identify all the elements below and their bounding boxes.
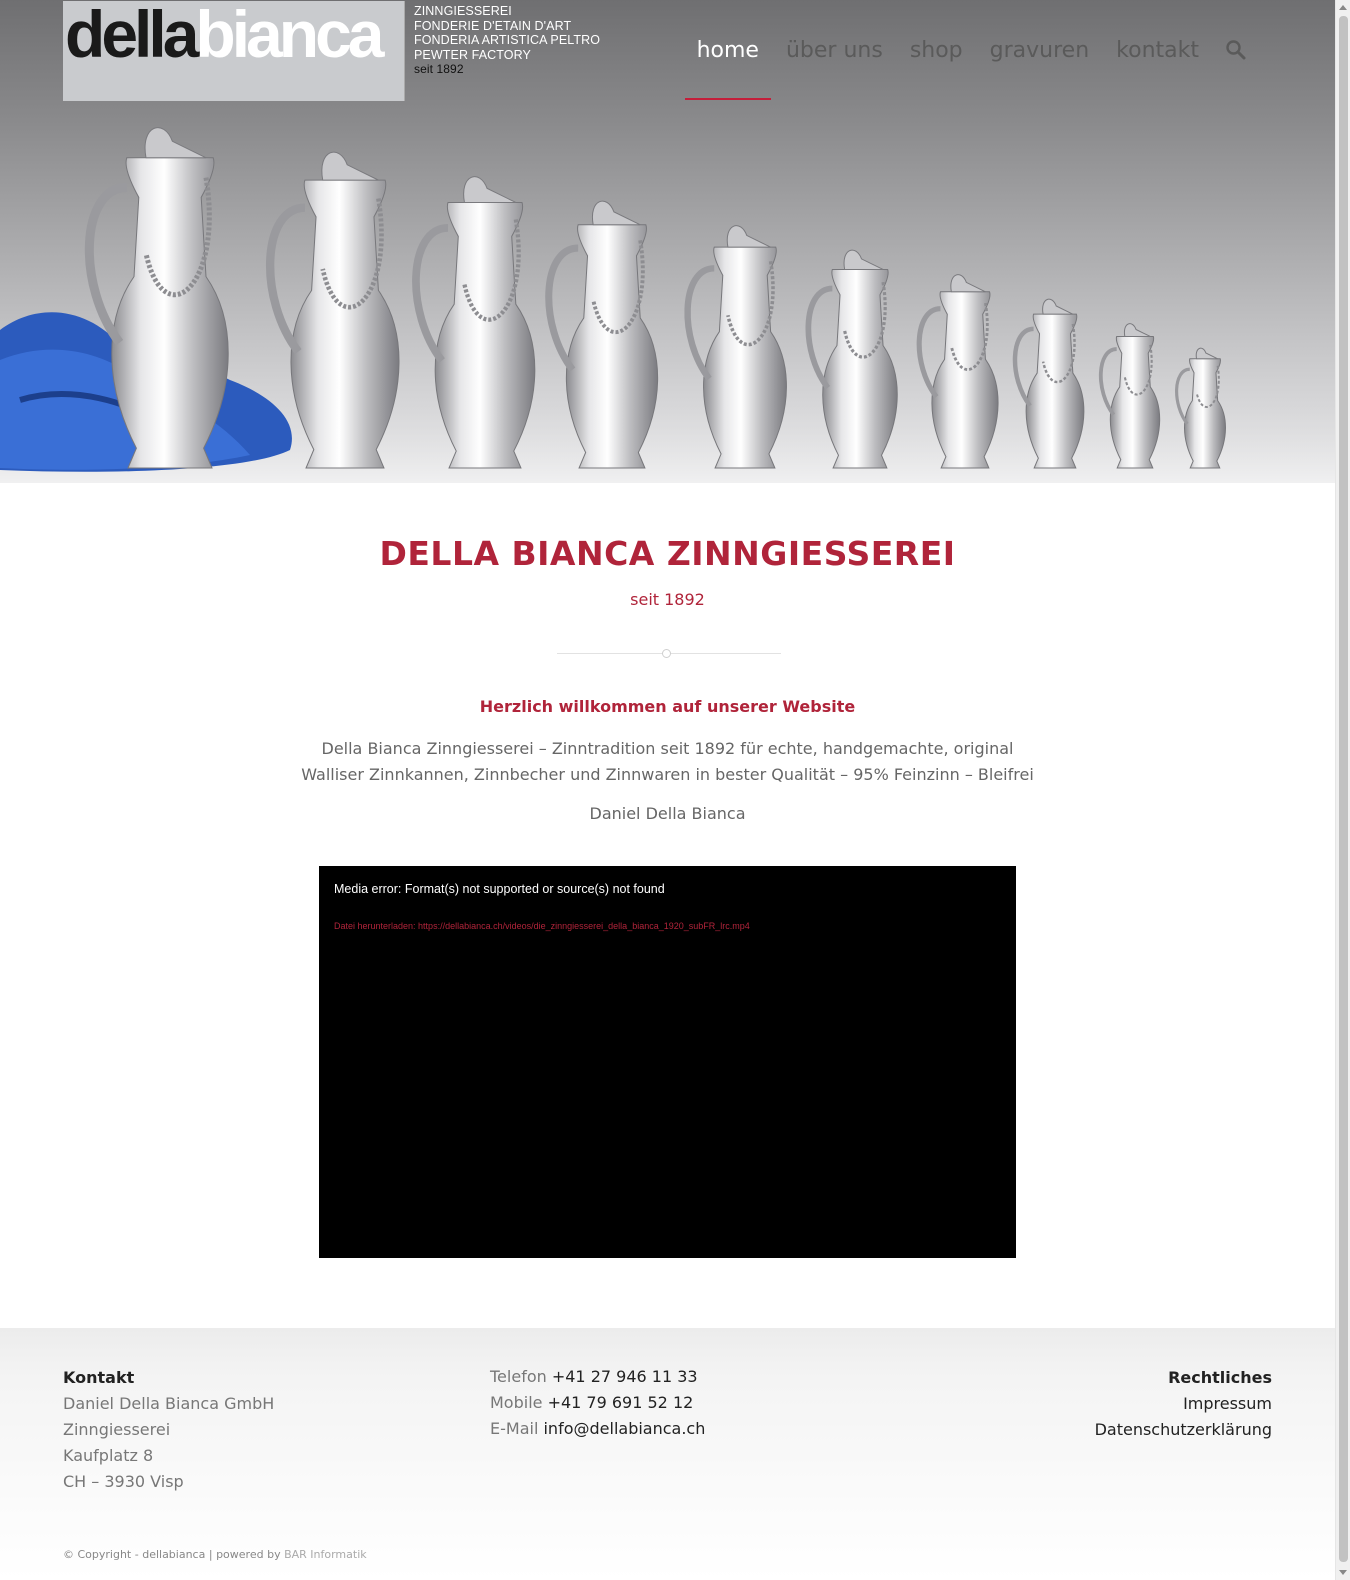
telefon-link[interactable]: +41 27 946 11 33	[551, 1367, 698, 1386]
video-error-message: Media error: Format(s) not supported or source(s) not found	[334, 882, 665, 896]
footer-contact-line: Daniel Della Bianca GmbH	[63, 1394, 275, 1413]
nav-item-kontakt[interactable]: kontakt	[1116, 38, 1199, 63]
footer-legal	[1095, 1365, 1272, 1443]
footer-contact-line: CH – 3930 Visp	[63, 1472, 184, 1491]
mobile-label: Mobile	[490, 1393, 543, 1412]
main-navigation	[670, 33, 1249, 69]
powered-label: powered by	[216, 1548, 281, 1561]
logo-line: FONDERIA ARTISTICA PELTRO	[414, 33, 601, 47]
page-scrollbar[interactable]	[1335, 0, 1350, 1580]
logo-tagline	[414, 4, 600, 77]
email-label: E-Mail	[490, 1419, 539, 1438]
page-subtitle: seit 1892	[630, 590, 705, 609]
nav-item-shop[interactable]: shop	[909, 38, 963, 63]
video-download-link[interactable]: Datei herunterladen: https://dellabianca.ch/videos/die_zinngiesserei_della_bianca_1920_subFR_lrc.mp4	[334, 921, 750, 931]
footer-email-row	[490, 1416, 705, 1442]
logo-line: FONDERIE D'ETAIN D'ART	[414, 18, 572, 33]
copyright-text: © Copyright - dellabianca	[63, 1548, 206, 1561]
logo-word-dark: della	[65, 0, 196, 71]
site-logo[interactable]	[63, 1, 405, 101]
footer-contact	[63, 1365, 274, 1495]
scrollbar-thumb[interactable]	[1339, 16, 1348, 1562]
logo-since: seit 1892	[414, 62, 464, 76]
footer-contact-line: Zinngiesserei	[63, 1420, 171, 1439]
copyright-separator: |	[208, 1548, 213, 1561]
footer-mobile-row	[490, 1390, 705, 1416]
scroll-down-arrow-icon[interactable]	[1339, 1570, 1347, 1575]
scroll-up-arrow-icon[interactable]	[1339, 5, 1347, 10]
telefon-label: Telefon	[490, 1367, 547, 1386]
email-link[interactable]: info@dellabianca.ch	[543, 1419, 706, 1438]
intro-text: Della Bianca Zinngiesserei – Zinntradition seit 1892 für echte, handgemachte, original Walliser Zinnkannen, Zinnbecher und Zinnwaren in bester Qualität – 95% Feinzinn – Bleifrei	[301, 739, 1034, 784]
copyright	[63, 1548, 367, 1561]
datenschutz-link[interactable]: Datenschutzerklärung	[1094, 1420, 1272, 1439]
mobile-link[interactable]: +41 79 691 52 12	[547, 1393, 694, 1412]
nav-item-ueber-uns[interactable]: über uns	[785, 38, 883, 63]
footer-contact-line: Kaufplatz 8	[63, 1446, 154, 1465]
logo-line: PEWTER FACTORY	[414, 47, 531, 62]
impressum-link[interactable]: Impressum	[1183, 1394, 1272, 1413]
search-icon[interactable]	[1225, 39, 1249, 63]
powered-by-link[interactable]: BAR Informatik	[284, 1548, 367, 1561]
footer-telefon-row	[490, 1364, 705, 1390]
video-player[interactable]	[319, 866, 1016, 1258]
footer-contact-heading: Kontakt	[63, 1368, 135, 1387]
footer-legal-heading: Rechtliches	[1168, 1368, 1272, 1387]
nav-item-home[interactable]: home	[697, 33, 759, 69]
footer	[0, 1328, 1335, 1580]
logo-line: ZINNGIESSEREI	[414, 4, 512, 18]
hero-banner	[0, 0, 1335, 483]
divider-dot	[662, 649, 671, 658]
logo-word-light: bianca	[195, 0, 381, 71]
page-title: DELLA BIANCA ZINNGIESSEREI	[379, 534, 956, 573]
footer-phones	[490, 1364, 705, 1442]
logo-wordmark	[65, 0, 381, 71]
signature: Daniel Della Bianca	[589, 804, 746, 823]
welcome-heading: Herzlich willkommen auf unserer Website	[479, 697, 856, 716]
nav-item-gravuren[interactable]: gravuren	[989, 38, 1090, 63]
